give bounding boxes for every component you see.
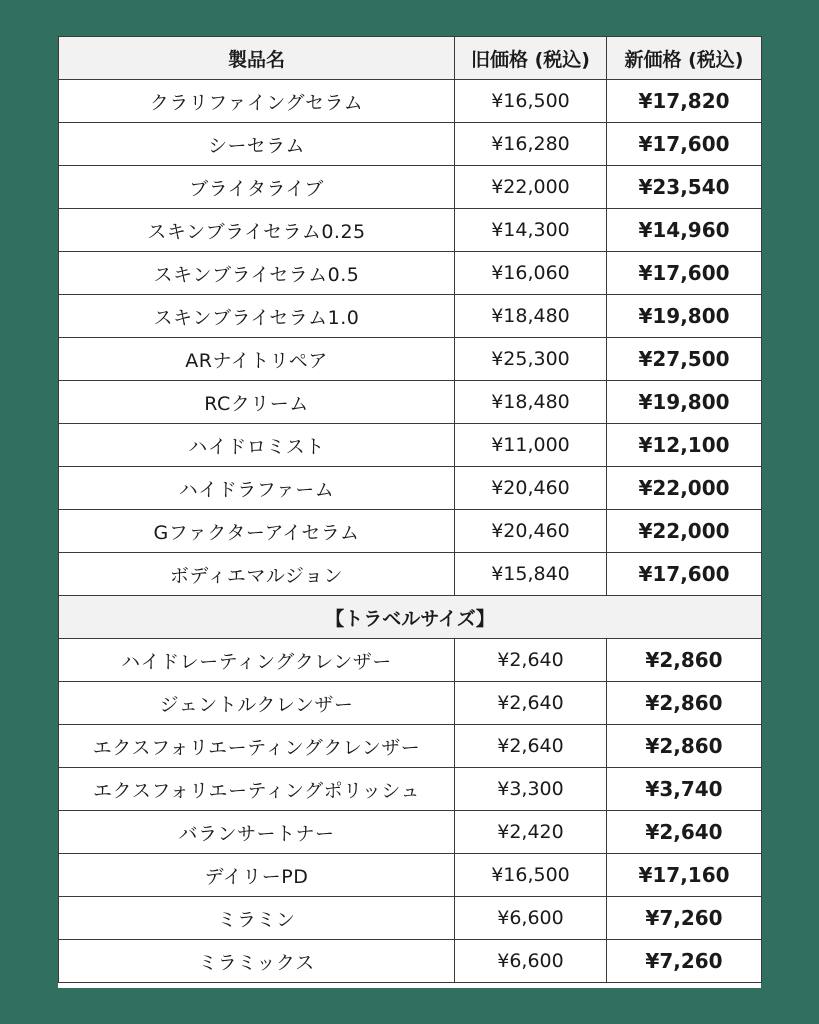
old-price-cell: ¥16,500: [455, 854, 607, 897]
new-price-cell: ¥17,600: [607, 123, 762, 166]
table-row: [59, 381, 762, 424]
old-price-cell: ¥20,460: [455, 510, 607, 553]
table-row: [59, 295, 762, 338]
table-row: [59, 897, 762, 940]
new-price-cell: ¥17,160: [607, 854, 762, 897]
product-name-cell: ブライタライブ: [59, 166, 455, 209]
old-price-cell: ¥6,600: [455, 897, 607, 940]
header-old-price: 旧価格 (税込): [455, 37, 607, 80]
new-price-cell: ¥2,640: [607, 811, 762, 854]
old-price-cell: ¥14,300: [455, 209, 607, 252]
old-price-cell: ¥2,640: [455, 725, 607, 768]
table-row: [59, 80, 762, 123]
section-row: [59, 596, 762, 639]
product-name-cell: ジェントルクレンザー: [59, 682, 455, 725]
table-row: [59, 338, 762, 381]
travel-section-header: [59, 596, 762, 639]
new-price-cell: ¥17,600: [607, 553, 762, 596]
old-price-cell: ¥2,640: [455, 639, 607, 682]
new-price-cell: ¥3,740: [607, 768, 762, 811]
new-price-cell: ¥23,540: [607, 166, 762, 209]
table-row: [59, 553, 762, 596]
table-row: [59, 682, 762, 725]
product-name-cell: ハイドロミスト: [59, 424, 455, 467]
old-price-cell: ¥2,640: [455, 682, 607, 725]
table-row: [59, 424, 762, 467]
new-price-cell: ¥7,260: [607, 897, 762, 940]
section-title-travel-size: 【トラベルサイズ】: [59, 596, 762, 639]
product-name-cell: エクスフォリエーティングポリッシュ: [59, 768, 455, 811]
new-price-cell: ¥19,800: [607, 295, 762, 338]
table-row: [59, 725, 762, 768]
table-row: [59, 209, 762, 252]
table-row: [59, 940, 762, 983]
product-name-cell: エクスフォリエーティングクレンザー: [59, 725, 455, 768]
new-price-cell: ¥14,960: [607, 209, 762, 252]
new-price-cell: ¥12,100: [607, 424, 762, 467]
product-name-cell: スキンブライセラム0.25: [59, 209, 455, 252]
old-price-cell: ¥15,840: [455, 553, 607, 596]
product-name-cell: ハイドレーティングクレンザー: [59, 639, 455, 682]
old-price-cell: ¥16,280: [455, 123, 607, 166]
old-price-cell: ¥22,000: [455, 166, 607, 209]
table-row: [59, 854, 762, 897]
table-row: [59, 166, 762, 209]
product-name-cell: ミラミックス: [59, 940, 455, 983]
old-price-cell: ¥18,480: [455, 381, 607, 424]
old-price-cell: ¥11,000: [455, 424, 607, 467]
product-name-cell: シーセラム: [59, 123, 455, 166]
old-price-cell: ¥20,460: [455, 467, 607, 510]
table-row: [59, 811, 762, 854]
old-price-cell: ¥25,300: [455, 338, 607, 381]
product-name-cell: Gファクターアイセラム: [59, 510, 455, 553]
old-price-cell: ¥6,600: [455, 940, 607, 983]
product-name-cell: バランサートナー: [59, 811, 455, 854]
new-price-cell: ¥2,860: [607, 725, 762, 768]
product-name-cell: ハイドラファーム: [59, 467, 455, 510]
new-price-cell: ¥22,000: [607, 510, 762, 553]
new-price-cell: ¥22,000: [607, 467, 762, 510]
product-name-cell: クラリファイングセラム: [59, 80, 455, 123]
new-price-cell: ¥27,500: [607, 338, 762, 381]
new-price-cell: ¥17,820: [607, 80, 762, 123]
table-row: [59, 768, 762, 811]
old-price-cell: ¥2,420: [455, 811, 607, 854]
price-table-card: [58, 36, 761, 988]
product-name-cell: スキンブライセラム0.5: [59, 252, 455, 295]
new-price-cell: ¥19,800: [607, 381, 762, 424]
new-price-cell: ¥17,600: [607, 252, 762, 295]
new-price-cell: ¥2,860: [607, 639, 762, 682]
product-name-cell: RCクリーム: [59, 381, 455, 424]
table-row: [59, 467, 762, 510]
table-row: [59, 639, 762, 682]
travel-products-body: [59, 639, 762, 983]
new-price-cell: ¥2,860: [607, 682, 762, 725]
product-name-cell: ARナイトリペア: [59, 338, 455, 381]
table-row: [59, 123, 762, 166]
old-price-cell: ¥3,300: [455, 768, 607, 811]
old-price-cell: ¥16,060: [455, 252, 607, 295]
product-name-cell: デイリーPD: [59, 854, 455, 897]
table-header-row: [59, 37, 762, 80]
product-name-cell: ボディエマルジョン: [59, 553, 455, 596]
main-products-body: [59, 80, 762, 596]
old-price-cell: ¥16,500: [455, 80, 607, 123]
product-name-cell: ミラミン: [59, 897, 455, 940]
table-row: [59, 510, 762, 553]
old-price-cell: ¥18,480: [455, 295, 607, 338]
header-new-price: 新価格 (税込): [607, 37, 762, 80]
header-product-name: 製品名: [59, 37, 455, 80]
product-name-cell: スキンブライセラム1.0: [59, 295, 455, 338]
new-price-cell: ¥7,260: [607, 940, 762, 983]
table-row: [59, 252, 762, 295]
price-table: [58, 36, 762, 983]
